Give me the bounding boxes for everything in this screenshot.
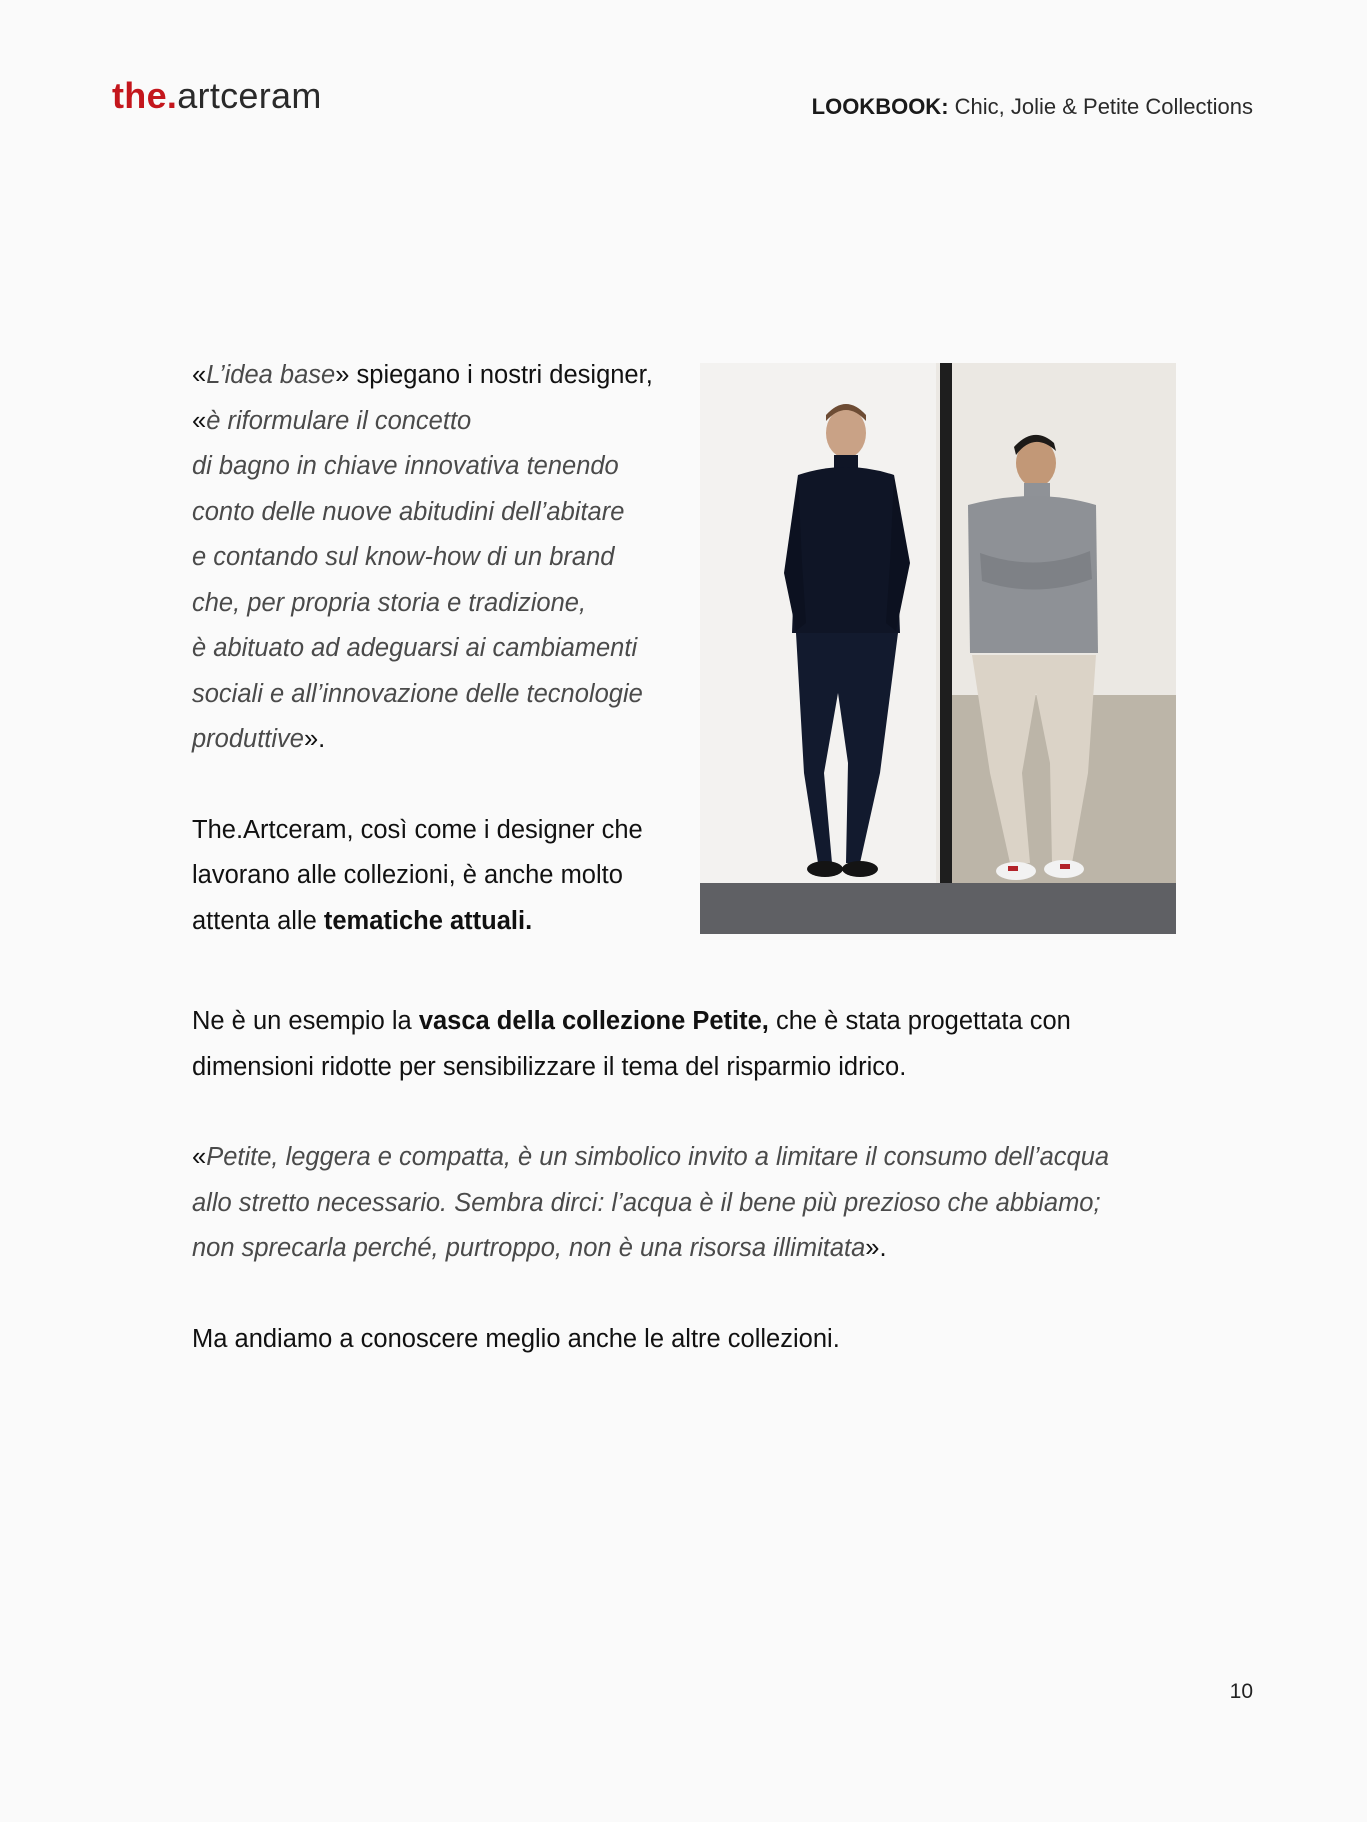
petite-quote-line: non sprecarla perché, purtroppo, non è una risorsa illimitata <box>192 1234 866 1262</box>
designer-quote-line: che, per propria storia e tradizione, <box>192 588 587 617</box>
main-body-text <box>192 999 1152 1362</box>
designer-quote-paragraph <box>192 353 672 763</box>
designers-photo <box>700 363 1176 934</box>
designer-quote-line: è abituato ad adeguarsi ai cambiamenti <box>192 634 638 662</box>
brand-logo <box>112 75 322 116</box>
quote-open-mark: « <box>192 361 207 389</box>
quote-open-mark: « <box>192 1143 207 1171</box>
logo-brand-part: the. <box>112 75 178 116</box>
intro-column <box>192 353 672 944</box>
petite-bold: vasca della collezione Petite, <box>418 1007 769 1035</box>
designers-photo-illustration <box>700 363 1176 934</box>
logo-name-part: artceram <box>177 75 322 116</box>
artceram-paragraph <box>192 808 672 945</box>
header-title-rest: Chic, Jolie & Petite Collections <box>948 94 1253 119</box>
page-number: 10 <box>1229 1680 1253 1703</box>
document-header-title <box>812 94 1253 120</box>
designer-quote-line: sociali e all’innovazione delle tecnologie <box>192 679 643 708</box>
artceram-bold: tematiche attuali. <box>323 906 533 935</box>
artceram-text: The.Artceram, così come i designer che lavorano alle collezioni, è anche molto attenta alle <box>192 815 643 935</box>
designer-quote-line: produttive <box>192 725 304 753</box>
quote-close-mark: ». <box>865 1234 887 1262</box>
quote-close-mark: ». <box>304 725 326 753</box>
designer-quote-line: conto delle nuove abitudini dell’abitare <box>192 497 625 526</box>
designer-quote-line: e contando sul know-how di un brand <box>192 543 615 571</box>
designer-quote-line: di bagno in chiave innovativa tenendo <box>192 452 619 480</box>
quote-close-mark: » <box>335 361 350 389</box>
petite-quote-paragraph <box>192 1135 1152 1272</box>
petite-text-end: che è stata progettata con dimensioni ridotte per sensibilizzare il tema del risparmio idrico. <box>192 1007 1071 1081</box>
quote-idea-base: L’idea base <box>206 361 336 389</box>
designer-quote-line: è riformulare il concetto <box>206 406 472 435</box>
designer-text: spiegano i nostri designer, « <box>192 361 653 435</box>
petite-text-start: Ne è un esempio la <box>192 1007 419 1035</box>
petite-quote-line: allo stretto necessario. Sembra dirci: l’acqua è il bene più prezioso che abbiamo; <box>192 1188 1101 1217</box>
closing-paragraph: Ma andiamo a conoscere meglio anche le altre collezioni. <box>192 1324 840 1353</box>
petite-quote-line: Petite, leggera e compatta, è un simbolico invito a limitare il consumo dell’acqua <box>206 1143 1110 1171</box>
header-title-bold: LOOKBOOK: <box>811 94 949 119</box>
petite-paragraph <box>192 999 1152 1090</box>
